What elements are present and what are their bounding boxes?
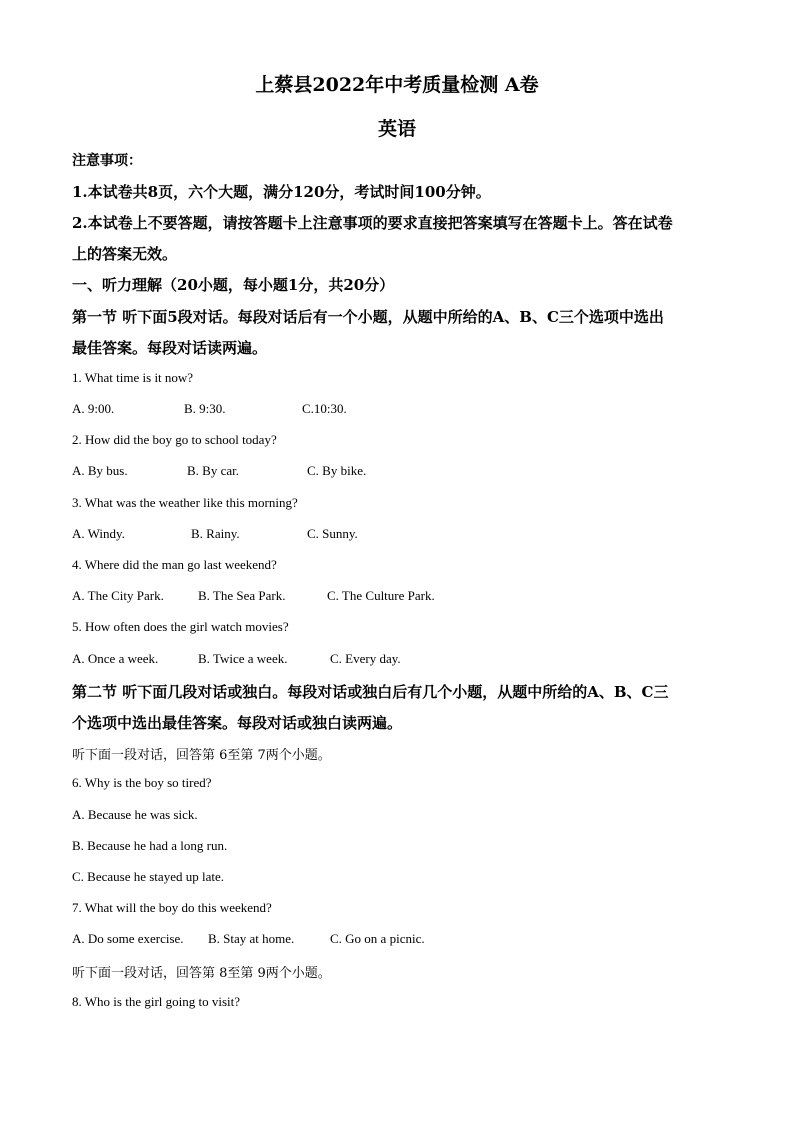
option-c: C. The Culture Park. bbox=[327, 588, 435, 603]
instruction-q8-q9: 听下面一段对话，回答第 8至第 9两个小题。 bbox=[72, 966, 331, 981]
option-c: C. By bike. bbox=[307, 463, 367, 478]
option-b: B. 9:30. bbox=[184, 401, 226, 416]
question-7: 7. What will the boy do this weekend? bbox=[72, 900, 272, 915]
question-1-options bbox=[72, 401, 347, 417]
question-6: 6. Why is the boy so tired? bbox=[72, 775, 212, 790]
question-6-option-c: C. Because he stayed up late. bbox=[72, 869, 224, 884]
option-a: A. By bus. bbox=[72, 463, 128, 478]
question-3-options bbox=[72, 526, 358, 542]
part1-heading: 一、听力理解（20小题，每小题1分，共20分） bbox=[72, 276, 395, 294]
section2-instruction-line-2: 个选项中选出最佳答案。每段对话或独白读两遍。 bbox=[72, 714, 403, 732]
question-4: 4. Where did the man go last weekend? bbox=[72, 557, 277, 572]
option-b: B. Twice a week. bbox=[198, 651, 288, 666]
question-5-options bbox=[72, 651, 401, 667]
option-a: A. Windy. bbox=[72, 526, 125, 541]
option-a: A. Once a week. bbox=[72, 651, 159, 666]
option-c: C. Go on a picnic. bbox=[330, 931, 425, 946]
section1-instruction-line-2: 最佳答案。每段对话读两遍。 bbox=[72, 339, 268, 357]
option-c: C. Every day. bbox=[330, 651, 401, 666]
question-6-option-b: B. Because he had a long run. bbox=[72, 838, 228, 853]
question-8: 8. Who is the girl going to visit? bbox=[72, 994, 241, 1009]
question-6-option-a: A. Because he was sick. bbox=[72, 807, 198, 822]
exam-title: 上蔡县2022年中考质量检测 A卷 bbox=[255, 74, 539, 96]
option-b: B. Stay at home. bbox=[208, 931, 295, 946]
option-a: A. The City Park. bbox=[72, 588, 164, 603]
notes-item-2-line-1: 2.本试卷上不要答题，请按答题卡上注意事项的要求直接把答案填写在答题卡上。答在试卷 bbox=[72, 214, 673, 232]
instruction-q6-q7: 听下面一段对话，回答第 6至第 7两个小题。 bbox=[72, 748, 331, 763]
question-5: 5. How often does the girl watch movies? bbox=[72, 619, 289, 634]
option-a: A. 9:00. bbox=[72, 401, 115, 416]
question-4-options bbox=[72, 588, 435, 604]
question-2: 2. How did the boy go to school today? bbox=[72, 432, 277, 447]
option-c: C.10:30. bbox=[302, 401, 347, 416]
option-b: B. By car. bbox=[187, 463, 239, 478]
option-b: B. The Sea Park. bbox=[198, 588, 286, 603]
section1-instruction-line-1: 第一节 听下面5段对话。每段对话后有一个小题，从题中所给的A、B、C三个选项中选出 bbox=[72, 308, 664, 326]
section2-instruction-line-1: 第二节 听下面几段对话或独白。每段对话或独白后有几个小题，从题中所给的A、B、C三 bbox=[72, 683, 669, 701]
option-c: C. Sunny. bbox=[307, 526, 358, 541]
option-b: B. Rainy. bbox=[191, 526, 240, 541]
notes-item-2-line-2: 上的答案无效。 bbox=[72, 245, 178, 263]
option-a: A. Do some exercise. bbox=[72, 931, 184, 946]
notes-heading: 注意事项： bbox=[72, 153, 142, 169]
question-1: 1. What time is it now? bbox=[72, 370, 194, 385]
question-3: 3. What was the weather like this morning? bbox=[72, 495, 298, 510]
subject-title: 英语 bbox=[377, 118, 416, 140]
notes-item-1: 1.本试卷共8页，六个大题，满分120分，考试时间100分钟。 bbox=[72, 183, 491, 201]
question-7-options bbox=[72, 931, 425, 947]
question-2-options bbox=[72, 463, 366, 479]
